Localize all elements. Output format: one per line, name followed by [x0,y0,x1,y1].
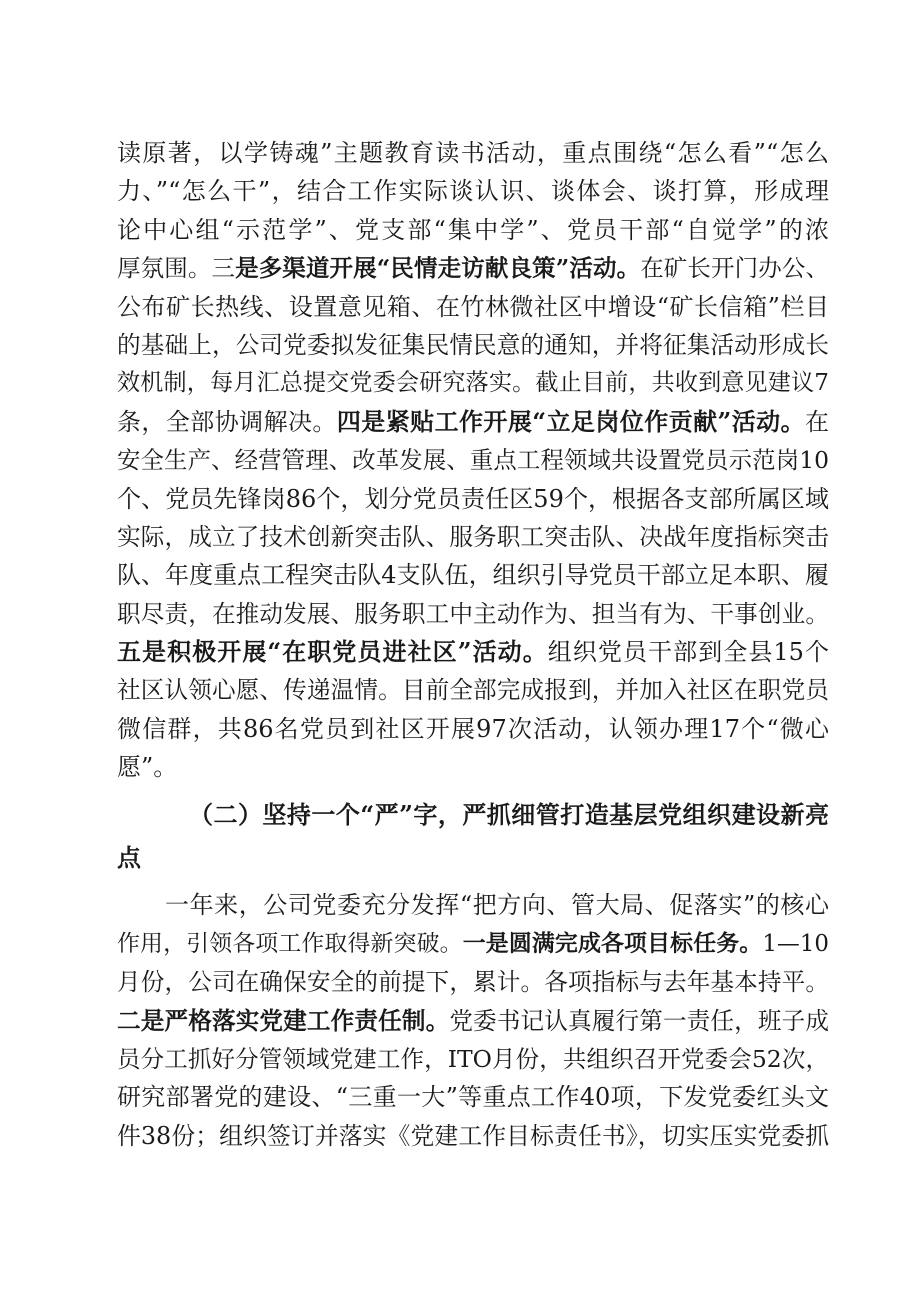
text-run: 条，全部协调解决。 [117,407,337,436]
text-run: 厚氛围。三 [117,254,236,283]
text-line: 件38份；组织签订并落实《党建工作目标责任书》，切实压实党委抓 [117,1121,829,1150]
document-body [117,134,829,1155]
bold-run: 五是积极开展“在职党员进社区”活动。 [117,637,548,667]
text-line: 力、”“怎么干”，结合工作实际谈认识、谈体会、谈打算，形成理 [117,177,829,206]
text-line [117,633,829,671]
text-line: 一年来，公司党委充分发挥“把方向、管大局、促落实”的核心 [165,891,829,920]
text-line: 实际，成立了技术创新突击队、服务职工突击队、决战年度指标突击 [117,522,829,551]
section-heading-line: （二）坚持一个“严”字，严抓细管打造基层党组织建设新亮 [189,799,829,829]
bold-run: 是多渠道开展“民情走访献良策”活动。 [235,254,641,283]
text-line: 的基础上，公司党委拟发征集民情民意的通知，并将征集活动形成长 [117,330,829,359]
text-run: 在矿长开门办公、 [640,254,829,283]
section-heading [117,796,829,878]
text-line: 研究部署党的建设、“三重一大”等重点工作40项，下发党委红头文 [117,1083,829,1112]
text-line: 愿”。 [117,753,178,782]
text-line: 安全生产、经营管理、改革发展、重点工程领域共设置党员示范岗10 [117,446,829,475]
paragraph-responsibility [117,886,829,1155]
text-line [117,249,829,287]
text-line: 微信群，共86名党员到社区开展97次活动，认领办理17个“微心 [117,714,829,743]
text-line: 职尽责，在推动发展、服务职工中主动作为、担当有为、干事创业。 [117,599,829,628]
text-run: 在 [805,407,830,436]
text-line: 个、党员先锋岗86个，划分党员责任区59个，根据各支部所属区域 [117,484,829,513]
text-line: 读原著，以学铸魂”主题教育读书活动，重点围绕“怎么看”“怎么 [117,139,829,167]
bold-run: 一是圆满完成各项目标任务。 [462,929,763,957]
text-line: 社区认领心愿、传递温情。目前全部完成报到，并加入社区在职党员 [117,676,829,705]
text-line: 公布矿长热线、设置意见箱、在竹林微社区中增设“矿长信箱”栏目 [117,292,829,321]
text-line: 月份，公司在确保安全的前提下，累计。各项指标与去年基本持平。 [117,968,829,997]
text-line: 效机制，每月汇总提交党委会研究落实。截止目前，共收到意见建议7 [117,370,829,397]
spacer [117,877,829,886]
text-run: 作用，引领各项工作取得新突破。 [117,930,463,957]
text-run: 党委书记认真履行第一责任，班子成 [449,1006,829,1035]
text-line: 队、年度重点工程突击队4支队伍，组织引导党员干部立足本职、履 [117,561,829,590]
text-line [117,1002,829,1040]
text-line [117,403,829,441]
section-heading-line: 点 [117,843,141,873]
text-run: 1—10 [762,930,829,957]
text-run: 组织党员干部到全县15个 [547,638,829,667]
text-line: 员分工抓好分管领域党建工作，ITO月份，共组织召开党委会52次， [117,1044,829,1073]
paragraph-activities [117,134,829,787]
bold-run: 二是严格落实党建工作责任制。 [117,1006,450,1035]
text-line [117,925,829,963]
text-line: 论中心组“示范学”、党支部“集中学”、党员干部“自觉学”的浓 [117,215,829,244]
bold-run: 四是紧贴工作开展“立足岗位作贡献”活动。 [336,406,806,436]
